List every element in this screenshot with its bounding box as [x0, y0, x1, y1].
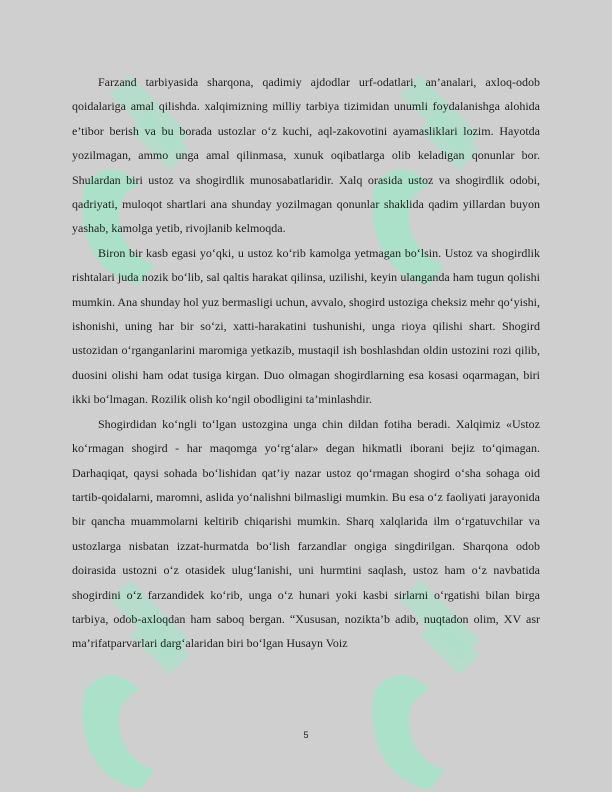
- paragraph: Biron bir kasb egasi yo‘qki, u ustoz ko‘rib kamolga yetmagan bo‘lsin. Ustoz va shogirdlik rishtalari juda nozik bo‘lib, sal qaltis harakat qilinsa, uzilishi, keyin ulanganda ham tugun qolishi mumkin. Ana shunday hol yuz bermasligi uchun, avvalo, shogird ustoziga cheksiz mehr qo‘yishi, ishonishi, uning har bir so‘zi, xatti-harakatini tushunishi, unga rioya qilishi shart. Shogird ustozidan o‘rganganlarini maromiga yetkazib, mustaqil ish boshlashdan oldin ustozini rozi qilib, duosini olishi ham odat tusiga kirgan. Duo olmagan shogirdlarning esa kosasi oqarmagan, biri ikki bo‘lmagan. Rozilik olish ko‘ngil obodligini ta’minlashdir.: [72, 245, 540, 407]
- body-text: [72, 70, 540, 656]
- paragraph: Farzand tarbiyasida sharqona, qadimiy ajdodlar urf-odatlari, an’analari, axloq-odob qoidalariga amal qilishda. xalqimizning milliy tarbiya tizimidan unumli foydalanishga alohida e’tibor berish va bu borada ustozlar o‘z kuchi, aql-zakovotini ayamasliklari lozim. Hayotda yozilmagan, ammo unga amal qilinmasa, xunuk oqibatlarga olib keladigan qonunlar bor. Shulardan biri ustoz va shogirdlik munosabatlaridir. Xalq orasida ustoz va shogirdlik odobi, qadriyati, muloqot shartlari ana shunday yozilmagan qonunlar shaklida qadim yillardan buyon yashab, kamolga yetib, rivojlanib kelmoqda.: [72, 75, 540, 236]
- paragraph: Shogirdidan ko‘ngli to‘lgan ustozgina unga chin dildan fotiha beradi. Xalqimiz «Ustoz ko‘rmagan shogird - har maqomga yo‘rg‘alar» degan hikmatli iborani bejiz to‘qimagan. Darhaqiqat, qaysi sohada bo‘lishidan qat’iy nazar ustoz qo‘rmagan shogird o‘sha sohaga oid tartib-qoidalarni, maromni, aslida yo‘nalishni bilmasligi mumkin. Bu esa o‘z faoliyati jarayonida bir qancha muammolarni keltirib chiqarishi mumkin. Sharq xalqlarida ilm o‘rgatuvchilar va ustozlarga nisbatan izzat-hurmatda bo‘lish farzandlar ongiga singdirilgan. Sharqona odob doirasida ustozni o‘z otasidek ulug‘lanishi, uni hurmtini saqlash, ustoz ham o‘z navbatida shogirdini o‘z farzandidek ko‘rib, unga o‘z hunari yoki kasbi sirlarni o‘rgatishi bilan birga tarbiya, odob-axloqdan ham saboq bergan. “Xususan, nozikta’b adib, nuqtadon olim, XV asr ma’rifatparvarlari darg‘alaridan biri bo‘lgan Husayn Voiz: [72, 416, 540, 651]
- page-number: 5: [303, 730, 309, 740]
